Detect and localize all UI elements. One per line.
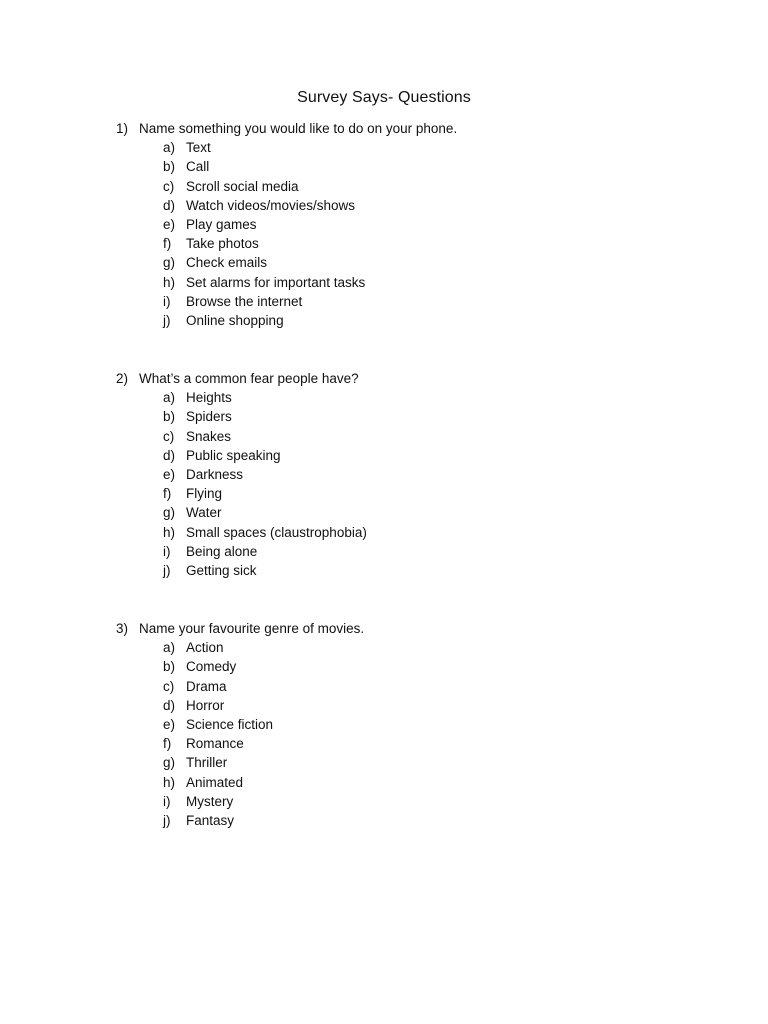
option-text: Thriller — [186, 755, 228, 771]
option-text: Water — [186, 505, 222, 521]
option-item — [116, 157, 716, 176]
option-text: Getting sick — [186, 562, 257, 578]
option-letter: d) — [163, 697, 176, 713]
option-text: Browse the internet — [186, 293, 303, 309]
option-item — [116, 234, 716, 253]
question-heading — [116, 369, 716, 388]
option-list — [116, 638, 716, 830]
option-letter: b) — [163, 409, 176, 425]
question-number: 1) — [116, 121, 129, 136]
option-item — [116, 677, 716, 696]
option-text: Science fiction — [186, 716, 274, 732]
option-text: Check emails — [186, 255, 268, 271]
option-letter: i) — [163, 793, 171, 809]
option-text: Text — [186, 140, 211, 156]
option-text: Comedy — [186, 659, 237, 675]
option-item — [116, 561, 716, 580]
question-heading — [116, 619, 716, 638]
question-2 — [116, 369, 716, 580]
option-text: Horror — [186, 697, 225, 713]
option-letter: a) — [163, 640, 176, 656]
option-text: Romance — [186, 736, 244, 752]
option-item — [116, 503, 716, 522]
option-text: Animated — [186, 774, 244, 790]
option-item — [116, 715, 716, 734]
option-text: Play games — [186, 216, 257, 232]
option-item — [116, 407, 716, 426]
option-item — [116, 253, 716, 272]
option-text: Action — [186, 640, 224, 656]
option-letter: g) — [163, 255, 176, 271]
option-text: Watch videos/movies/shows — [186, 197, 356, 213]
question-heading — [116, 119, 716, 138]
option-text: Spiders — [186, 409, 232, 425]
option-item — [116, 446, 716, 465]
question-text: What’s a common fear people have? — [139, 371, 359, 386]
question-text: Name something you would like to do on your phone. — [139, 121, 458, 136]
option-letter: g) — [163, 755, 176, 771]
option-letter: f) — [163, 486, 172, 502]
option-letter: j) — [163, 562, 171, 578]
option-text: Fantasy — [186, 812, 235, 828]
option-letter: i) — [163, 293, 171, 309]
option-item — [116, 427, 716, 446]
option-letter: c) — [163, 178, 175, 194]
option-item — [116, 773, 716, 792]
option-item — [116, 177, 716, 196]
option-item — [116, 196, 716, 215]
option-text: Mystery — [186, 793, 234, 809]
option-text: Snakes — [186, 428, 232, 444]
option-item — [116, 811, 716, 830]
option-text: Scroll social media — [186, 178, 299, 194]
option-item — [116, 657, 716, 676]
option-item — [116, 292, 716, 311]
option-item — [116, 523, 716, 542]
option-letter: h) — [163, 774, 176, 790]
option-item — [116, 311, 716, 330]
option-text: Being alone — [186, 543, 258, 559]
question-3 — [116, 619, 716, 830]
option-item — [116, 792, 716, 811]
option-letter: h) — [163, 274, 176, 290]
option-text: Take photos — [186, 236, 259, 252]
option-text: Public speaking — [186, 447, 281, 463]
option-list — [116, 388, 716, 580]
option-letter: a) — [163, 390, 176, 406]
option-item — [116, 388, 716, 407]
option-item — [116, 138, 716, 157]
option-letter: j) — [163, 312, 171, 328]
question-number: 2) — [116, 371, 129, 386]
option-letter: b) — [163, 659, 176, 675]
option-letter: e) — [163, 466, 176, 482]
option-text: Online shopping — [186, 312, 284, 328]
option-item — [116, 696, 716, 715]
question-number: 3) — [116, 621, 129, 636]
option-letter: d) — [163, 197, 176, 213]
question-1 — [116, 119, 716, 330]
option-text: Flying — [186, 486, 223, 502]
option-letter: e) — [163, 716, 176, 732]
option-item — [116, 215, 716, 234]
option-letter: g) — [163, 505, 176, 521]
option-list — [116, 138, 716, 330]
option-text: Small spaces (claustrophobia) — [186, 524, 367, 540]
option-text: Drama — [186, 678, 227, 694]
option-text: Darkness — [186, 466, 244, 482]
document-title: Survey Says- Questions — [297, 89, 471, 106]
option-letter: j) — [163, 812, 171, 828]
option-letter: a) — [163, 140, 176, 156]
option-text: Call — [186, 159, 210, 175]
option-letter: h) — [163, 524, 176, 540]
option-item — [116, 273, 716, 292]
option-letter: c) — [163, 678, 175, 694]
option-item — [116, 734, 716, 753]
option-text: Heights — [186, 390, 232, 406]
option-letter: b) — [163, 159, 176, 175]
option-letter: e) — [163, 216, 176, 232]
option-letter: f) — [163, 236, 172, 252]
option-text: Set alarms for important tasks — [186, 274, 366, 290]
option-item — [116, 542, 716, 561]
option-item — [116, 753, 716, 772]
option-item — [116, 484, 716, 503]
option-letter: i) — [163, 543, 171, 559]
option-letter: c) — [163, 428, 175, 444]
option-letter: f) — [163, 736, 172, 752]
option-item — [116, 638, 716, 657]
option-letter: d) — [163, 447, 176, 463]
question-text: Name your favourite genre of movies. — [139, 621, 365, 636]
option-item — [116, 465, 716, 484]
